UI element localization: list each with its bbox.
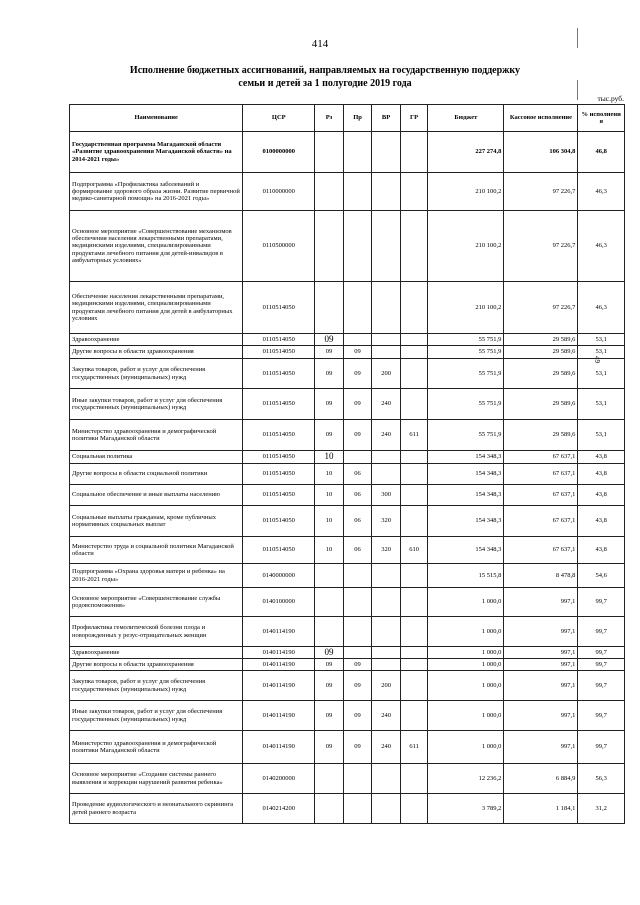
row-csr: 0140114190 bbox=[243, 671, 315, 701]
row-gr bbox=[400, 647, 427, 659]
row-vr: 200 bbox=[372, 359, 401, 389]
table-header-row bbox=[70, 105, 625, 132]
row-percent: 99,7 bbox=[578, 617, 625, 647]
row-pr: 09 bbox=[343, 659, 372, 671]
row-percent: 53,1 bbox=[578, 346, 625, 359]
row-vr bbox=[372, 564, 401, 588]
row-vr: 320 bbox=[372, 537, 401, 564]
row-percent: 54,6 bbox=[578, 564, 625, 588]
row-percent: 99,7 bbox=[578, 647, 625, 659]
row-vr bbox=[372, 211, 401, 282]
row-name: Здравоохранение bbox=[70, 334, 243, 346]
row-percent: 53,1 bbox=[578, 359, 625, 389]
row-name: Другие вопросы в области социальной политики bbox=[70, 464, 243, 485]
row-pr bbox=[343, 451, 372, 464]
row-pr bbox=[343, 282, 372, 334]
table-row bbox=[70, 701, 625, 731]
header-gr: ГР bbox=[400, 105, 427, 132]
row-csr: 0110514050 bbox=[243, 359, 315, 389]
table-row bbox=[70, 647, 625, 659]
row-csr: 0110000000 bbox=[243, 173, 315, 211]
header-budget: Бюджет bbox=[428, 105, 504, 132]
header-cash: Кассовое исполнение bbox=[504, 105, 578, 132]
row-cash: 97 226,7 bbox=[504, 211, 578, 282]
row-cash: 6 884,9 bbox=[504, 764, 578, 794]
row-name: Подпрограмма «Профилактика заболеваний и формирование здорового образа жизни. Развитие первичной медико-санитарной помощи» на 2016-2021 годы» bbox=[70, 173, 243, 211]
row-percent: 53,1 bbox=[578, 420, 625, 451]
row-rz bbox=[315, 794, 344, 824]
row-name: Социальные выплаты гражданам, кроме публичных нормативных социальных выплат bbox=[70, 506, 243, 537]
row-percent: 53,1 bbox=[578, 389, 625, 420]
row-pr: 06 bbox=[343, 485, 372, 506]
row-gr bbox=[400, 451, 427, 464]
row-name: Социальное обеспечение и иные выплаты населению bbox=[70, 485, 243, 506]
row-csr: 0110514050 bbox=[243, 420, 315, 451]
table-row bbox=[70, 731, 625, 764]
row-budget: 210 100,2 bbox=[428, 173, 504, 211]
row-vr: 240 bbox=[372, 389, 401, 420]
row-csr: 0140114190 bbox=[243, 617, 315, 647]
table-row bbox=[70, 173, 625, 211]
row-cash: 67 637,1 bbox=[504, 464, 578, 485]
row-pr bbox=[343, 764, 372, 794]
row-pr bbox=[343, 211, 372, 282]
row-budget: 154 348,3 bbox=[428, 485, 504, 506]
row-cash: 29 589,6 bbox=[504, 359, 578, 389]
row-budget: 1 000,0 bbox=[428, 671, 504, 701]
budget-table bbox=[69, 104, 625, 824]
row-budget: 1 000,0 bbox=[428, 617, 504, 647]
row-cash: 67 637,1 bbox=[504, 537, 578, 564]
row-budget: 55 751,9 bbox=[428, 359, 504, 389]
row-gr: 611 bbox=[400, 731, 427, 764]
row-budget: 55 751,9 bbox=[428, 334, 504, 346]
table-row bbox=[70, 617, 625, 647]
row-gr bbox=[400, 346, 427, 359]
row-budget: 1 000,0 bbox=[428, 647, 504, 659]
row-rz: 10 bbox=[315, 451, 344, 464]
header-vr: ВР bbox=[372, 105, 401, 132]
row-name: Иные закупки товаров, работ и услуг для обеспечения государственных (муниципальных) нужд bbox=[70, 389, 243, 420]
title-line-1: Исполнение бюджетных ассигнований, направляемых на государственную поддержку bbox=[129, 65, 521, 76]
row-budget: 1 000,0 bbox=[428, 659, 504, 671]
row-pr bbox=[343, 334, 372, 346]
row-cash: 29 589,6 bbox=[504, 334, 578, 346]
row-name: Обеспечение населения лекарственными препаратами, медицинскими изделиями, специализированными продуктами лечебного питания для детей в амбулаторных условиях bbox=[70, 282, 243, 334]
row-pr: 06 bbox=[343, 464, 372, 485]
row-rz: 09 bbox=[315, 420, 344, 451]
row-percent: 53,1 bbox=[578, 334, 625, 346]
row-csr: 0140114190 bbox=[243, 731, 315, 764]
row-gr bbox=[400, 564, 427, 588]
row-rz bbox=[315, 211, 344, 282]
row-gr bbox=[400, 506, 427, 537]
row-gr bbox=[400, 389, 427, 420]
row-percent: 99,7 bbox=[578, 701, 625, 731]
row-rz: 09 bbox=[315, 647, 344, 659]
row-budget: 154 348,3 bbox=[428, 537, 504, 564]
row-percent: 46,3 bbox=[578, 282, 625, 334]
row-vr: 200 bbox=[372, 671, 401, 701]
table-row bbox=[70, 506, 625, 537]
row-vr bbox=[372, 282, 401, 334]
row-name: Иные закупки товаров, работ и услуг для обеспечения государственных (муниципальных) нужд bbox=[70, 701, 243, 731]
row-name: Закупка товаров, работ и услуг для обеспечения государственных (муниципальных) нужд bbox=[70, 671, 243, 701]
header-pr: Пр bbox=[343, 105, 372, 132]
row-percent: 43,8 bbox=[578, 451, 625, 464]
table-row bbox=[70, 389, 625, 420]
row-csr: 0110500000 bbox=[243, 211, 315, 282]
row-rz: 10 bbox=[315, 506, 344, 537]
row-vr bbox=[372, 794, 401, 824]
row-name: Министерство здравоохранения и демографической политики Магаданской области bbox=[70, 731, 243, 764]
row-vr: 240 bbox=[372, 731, 401, 764]
row-rz: 09 bbox=[315, 671, 344, 701]
row-cash: 8 478,8 bbox=[504, 564, 578, 588]
row-csr: 0110514050 bbox=[243, 346, 315, 359]
row-vr bbox=[372, 464, 401, 485]
row-budget: 55 751,9 bbox=[428, 346, 504, 359]
row-percent: 99,7 bbox=[578, 588, 625, 617]
row-pr: 09 bbox=[343, 420, 372, 451]
row-pr bbox=[343, 617, 372, 647]
row-rz bbox=[315, 173, 344, 211]
row-gr bbox=[400, 464, 427, 485]
row-gr bbox=[400, 794, 427, 824]
row-name: Основное мероприятие «Совершенствование механизмов обеспечения населения лекарственными препаратами, медицинскими изделиями, специализированными продуктами лечебного питания для детей-инвалидов в амбулаторных условиях» bbox=[70, 211, 243, 282]
row-csr: 0140214200 bbox=[243, 794, 315, 824]
row-budget: 154 348,3 bbox=[428, 464, 504, 485]
row-cash: 997,1 bbox=[504, 647, 578, 659]
row-budget: 210 100,2 bbox=[428, 211, 504, 282]
header-rz: Рз bbox=[315, 105, 344, 132]
row-budget: 154 348,3 bbox=[428, 506, 504, 537]
row-name: Основное мероприятие «Создание системы раннего выявления и коррекции нарушений развития ребенка» bbox=[70, 764, 243, 794]
row-cash: 1 184,1 bbox=[504, 794, 578, 824]
table-row bbox=[70, 420, 625, 451]
row-rz bbox=[315, 764, 344, 794]
row-name: Другие вопросы в области здравоохранения bbox=[70, 346, 243, 359]
row-cash: 29 589,6 bbox=[504, 420, 578, 451]
row-rz: 09 bbox=[315, 346, 344, 359]
row-cash: 67 637,1 bbox=[504, 485, 578, 506]
row-rz bbox=[315, 564, 344, 588]
header-percent: % исполнени я bbox=[578, 105, 625, 132]
row-csr: 0140000000 bbox=[243, 564, 315, 588]
row-percent: 99,7 bbox=[578, 659, 625, 671]
row-percent: 99,7 bbox=[578, 731, 625, 764]
row-percent: 46,8 bbox=[578, 132, 625, 173]
row-name: Другие вопросы в области здравоохранения bbox=[70, 659, 243, 671]
row-rz bbox=[315, 132, 344, 173]
row-percent: 43,8 bbox=[578, 537, 625, 564]
table-row bbox=[70, 659, 625, 671]
row-cash: 997,1 bbox=[504, 701, 578, 731]
row-percent: 99,7 bbox=[578, 671, 625, 701]
row-gr bbox=[400, 173, 427, 211]
row-rz: 09 bbox=[315, 731, 344, 764]
row-gr: 611 bbox=[400, 420, 427, 451]
row-vr: 240 bbox=[372, 420, 401, 451]
row-budget: 55 751,9 bbox=[428, 420, 504, 451]
row-percent: 43,8 bbox=[578, 464, 625, 485]
table-row bbox=[70, 359, 625, 389]
row-name: Подпрограмма «Охрана здоровья матери и ребенка» на 2016-2021 годы» bbox=[70, 564, 243, 588]
table-row bbox=[70, 588, 625, 617]
row-percent: 43,8 bbox=[578, 506, 625, 537]
row-pr: 06 bbox=[343, 506, 372, 537]
row-cash: 997,1 bbox=[504, 731, 578, 764]
row-name: Основное мероприятие «Совершенствование службы родовспоможения» bbox=[70, 588, 243, 617]
row-csr: 0140200000 bbox=[243, 764, 315, 794]
row-csr: 0110514050 bbox=[243, 537, 315, 564]
row-rz bbox=[315, 617, 344, 647]
row-gr bbox=[400, 485, 427, 506]
row-csr: 0140100000 bbox=[243, 588, 315, 617]
row-name: Проведение аудиологического и неонатального скрининга детей раннего возраста bbox=[70, 794, 243, 824]
row-vr: 320 bbox=[372, 506, 401, 537]
row-csr: 0110514050 bbox=[243, 282, 315, 334]
row-percent: 46,3 bbox=[578, 173, 625, 211]
row-cash: 997,1 bbox=[504, 671, 578, 701]
row-pr: 09 bbox=[343, 671, 372, 701]
row-pr bbox=[343, 564, 372, 588]
row-budget: 12 236,2 bbox=[428, 764, 504, 794]
row-csr: 0100000000 bbox=[243, 132, 315, 173]
row-budget: 210 100,2 bbox=[428, 282, 504, 334]
side-page-number: 49 bbox=[593, 356, 601, 363]
row-csr: 0110514050 bbox=[243, 485, 315, 506]
row-csr: 0110514050 bbox=[243, 506, 315, 537]
row-gr: 610 bbox=[400, 537, 427, 564]
row-budget: 3 789,2 bbox=[428, 794, 504, 824]
row-rz: 09 bbox=[315, 659, 344, 671]
row-rz: 09 bbox=[315, 334, 344, 346]
row-rz: 10 bbox=[315, 485, 344, 506]
row-budget: 227 274,8 bbox=[428, 132, 504, 173]
row-rz: 10 bbox=[315, 464, 344, 485]
row-budget: 55 751,9 bbox=[428, 389, 504, 420]
row-vr bbox=[372, 173, 401, 211]
row-gr bbox=[400, 211, 427, 282]
row-rz: 10 bbox=[315, 537, 344, 564]
row-rz: 09 bbox=[315, 701, 344, 731]
row-pr: 09 bbox=[343, 346, 372, 359]
table-row bbox=[70, 211, 625, 282]
row-cash: 97 226,7 bbox=[504, 282, 578, 334]
row-pr: 09 bbox=[343, 359, 372, 389]
table-row bbox=[70, 282, 625, 334]
row-pr: 09 bbox=[343, 731, 372, 764]
page-number: 414 bbox=[311, 38, 329, 50]
row-vr: 240 bbox=[372, 701, 401, 731]
row-gr bbox=[400, 334, 427, 346]
row-rz: 09 bbox=[315, 359, 344, 389]
unit-label: тыс.руб. bbox=[597, 94, 624, 103]
row-vr bbox=[372, 334, 401, 346]
row-gr bbox=[400, 282, 427, 334]
row-gr bbox=[400, 359, 427, 389]
row-gr bbox=[400, 764, 427, 794]
table-row bbox=[70, 671, 625, 701]
row-percent: 56,3 bbox=[578, 764, 625, 794]
row-name: Профилактика гемолитической болезни плода и новорожденных у резус-отрицательных женщин bbox=[70, 617, 243, 647]
table-row bbox=[70, 564, 625, 588]
table-row bbox=[70, 794, 625, 824]
row-budget: 1 000,0 bbox=[428, 588, 504, 617]
table-row bbox=[70, 764, 625, 794]
row-csr: 0140114190 bbox=[243, 647, 315, 659]
row-vr bbox=[372, 132, 401, 173]
row-vr bbox=[372, 617, 401, 647]
row-pr: 06 bbox=[343, 537, 372, 564]
row-gr bbox=[400, 617, 427, 647]
table-row bbox=[70, 485, 625, 506]
row-name: Государственная программа Магаданской области «Развитие здравоохранения Магаданской области» на 2014-2021 годы» bbox=[70, 132, 243, 173]
row-name: Здравоохранение bbox=[70, 647, 243, 659]
row-rz: 09 bbox=[315, 389, 344, 420]
row-cash: 106 304,8 bbox=[504, 132, 578, 173]
table-body bbox=[70, 132, 625, 824]
row-pr bbox=[343, 794, 372, 824]
row-rz bbox=[315, 282, 344, 334]
row-gr bbox=[400, 659, 427, 671]
row-vr bbox=[372, 764, 401, 794]
row-vr bbox=[372, 588, 401, 617]
row-budget: 154 348,3 bbox=[428, 451, 504, 464]
row-csr: 0110514050 bbox=[243, 389, 315, 420]
header-name: Наименование bbox=[70, 105, 243, 132]
row-cash: 67 637,1 bbox=[504, 506, 578, 537]
header-csr: ЦСР bbox=[243, 105, 315, 132]
row-gr bbox=[400, 701, 427, 731]
row-cash: 67 637,1 bbox=[504, 451, 578, 464]
row-rz bbox=[315, 588, 344, 617]
row-pr bbox=[343, 132, 372, 173]
table-row bbox=[70, 346, 625, 359]
row-budget: 1 000,0 bbox=[428, 731, 504, 764]
row-cash: 29 589,6 bbox=[504, 389, 578, 420]
row-percent: 31,2 bbox=[578, 794, 625, 824]
margin-mark-upper bbox=[577, 28, 578, 48]
row-csr: 0110514050 bbox=[243, 464, 315, 485]
row-pr: 09 bbox=[343, 389, 372, 420]
title-line-2: семьи и детей за 1 полугодие 2019 года bbox=[238, 78, 412, 89]
row-percent: 46,3 bbox=[578, 211, 625, 282]
row-vr bbox=[372, 647, 401, 659]
row-gr bbox=[400, 671, 427, 701]
table-row bbox=[70, 451, 625, 464]
row-csr: 0140114190 bbox=[243, 659, 315, 671]
row-pr bbox=[343, 588, 372, 617]
row-cash: 29 589,6 bbox=[504, 346, 578, 359]
row-csr: 0110514050 bbox=[243, 334, 315, 346]
table-row bbox=[70, 464, 625, 485]
row-name: Социальная политика bbox=[70, 451, 243, 464]
row-csr: 0110514050 bbox=[243, 451, 315, 464]
row-gr bbox=[400, 588, 427, 617]
row-percent: 43,8 bbox=[578, 485, 625, 506]
document-title bbox=[20, 64, 630, 90]
row-budget: 15 515,8 bbox=[428, 564, 504, 588]
row-cash: 97 226,7 bbox=[504, 173, 578, 211]
row-pr bbox=[343, 173, 372, 211]
row-csr: 0140114190 bbox=[243, 701, 315, 731]
table-row bbox=[70, 537, 625, 564]
table-row bbox=[70, 334, 625, 346]
row-cash: 997,1 bbox=[504, 617, 578, 647]
row-vr bbox=[372, 451, 401, 464]
row-pr bbox=[343, 647, 372, 659]
row-cash: 997,1 bbox=[504, 588, 578, 617]
row-vr bbox=[372, 659, 401, 671]
row-budget: 1 000,0 bbox=[428, 701, 504, 731]
margin-mark-lower bbox=[577, 80, 578, 100]
row-name: Закупка товаров, работ и услуг для обеспечения государственных (муниципальных) нужд bbox=[70, 359, 243, 389]
row-vr: 300 bbox=[372, 485, 401, 506]
row-gr bbox=[400, 132, 427, 173]
row-cash: 997,1 bbox=[504, 659, 578, 671]
table-row bbox=[70, 132, 625, 173]
row-pr: 09 bbox=[343, 701, 372, 731]
row-name: Министерство здравоохранения и демографической политики Магаданской области bbox=[70, 420, 243, 451]
row-vr bbox=[372, 346, 401, 359]
row-name: Министерство труда и социальной политики Магаданской области bbox=[70, 537, 243, 564]
